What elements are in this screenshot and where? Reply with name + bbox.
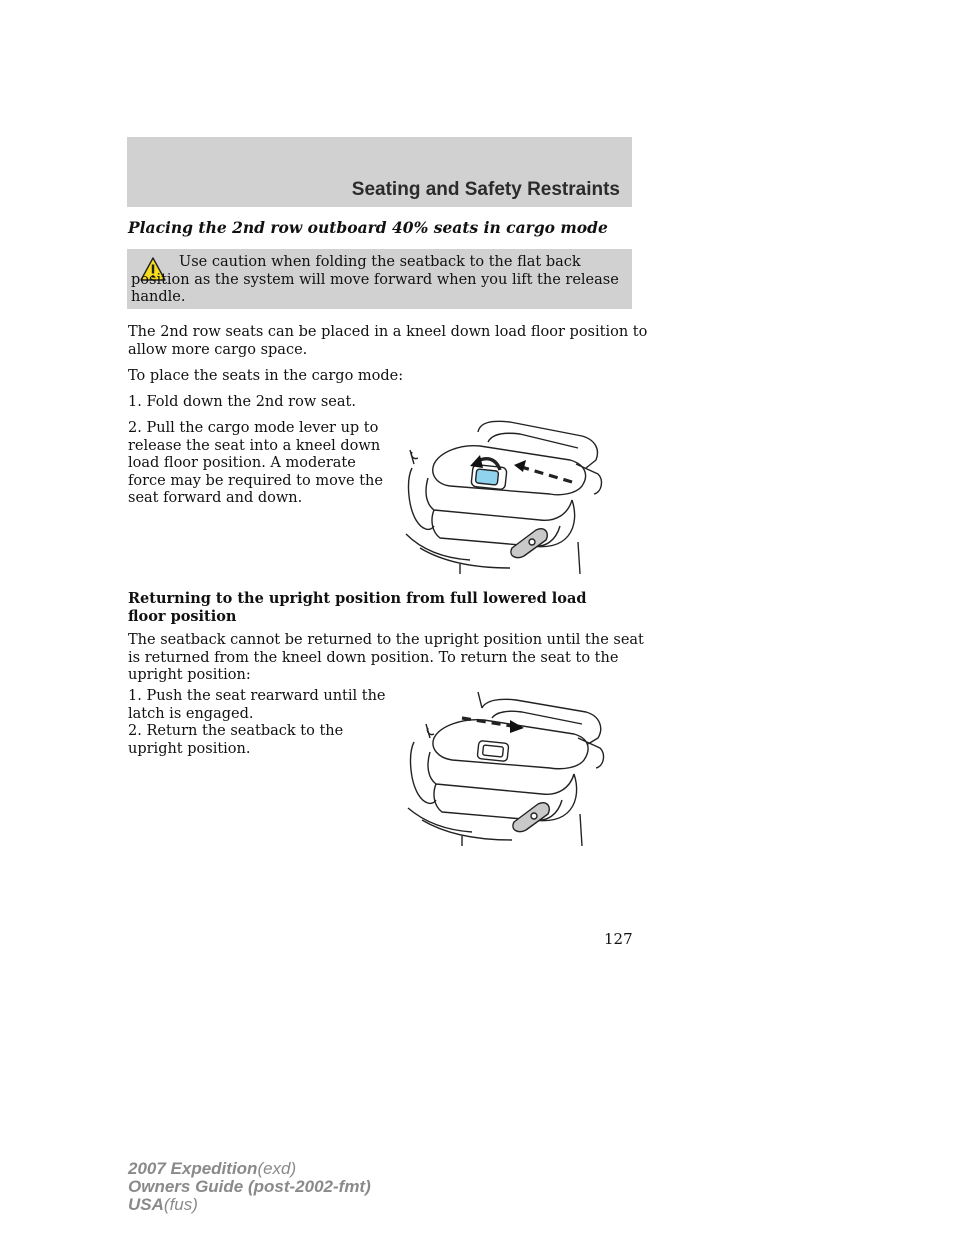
step-1: 1. Fold down the 2nd row seat. xyxy=(128,394,356,410)
page-number: 127 xyxy=(604,930,633,948)
warning-text: Use caution when folding the seatback to the flat back position as the system will move forward when you lift the release handle. xyxy=(131,254,619,305)
step-2: 2. Pull the cargo mode lever up to release the seat into a kneel down load floor position. A moderate force may be required to move the seat forward and down. xyxy=(128,420,383,506)
cargo-mode-seat-illustration xyxy=(400,408,610,576)
return-step-1: 1. Push the seat rearward until the latch is engaged. xyxy=(128,688,386,722)
warning-box xyxy=(127,249,632,309)
return-intro: The seatback cannot be returned to the upright position until the seat is returned from the kneel down position. To return the seat to the upright position: xyxy=(128,632,644,683)
footer-model-code: (exd) xyxy=(257,1159,297,1178)
footer-model: 2007 Expedition xyxy=(128,1159,258,1178)
footer xyxy=(128,1160,371,1214)
footer-market: USA xyxy=(128,1195,164,1214)
seat-rearward-illustration xyxy=(400,686,610,848)
return-step-2: 2. Return the seatback to the upright position. xyxy=(128,723,344,757)
footer-line-2 xyxy=(128,1178,371,1196)
return-section-title: Returning to the upright position from full lowered load floor position xyxy=(128,590,587,625)
steps-intro: To place the seats in the cargo mode: xyxy=(128,368,404,384)
footer-market-code: (fus) xyxy=(163,1195,198,1214)
page-header-title: Seating and Safety Restraints xyxy=(351,179,620,200)
header-band xyxy=(127,137,632,207)
footer-guide: Owners Guide (post-2002-fmt) xyxy=(128,1177,371,1196)
footer-line-3 xyxy=(128,1196,371,1214)
footer-line-1 xyxy=(128,1160,371,1178)
intro-paragraph: The 2nd row seats can be placed in a kneel down load floor position to allow more cargo space. xyxy=(128,324,648,358)
section-title: Placing the 2nd row outboard 40% seats in cargo mode xyxy=(128,218,608,237)
